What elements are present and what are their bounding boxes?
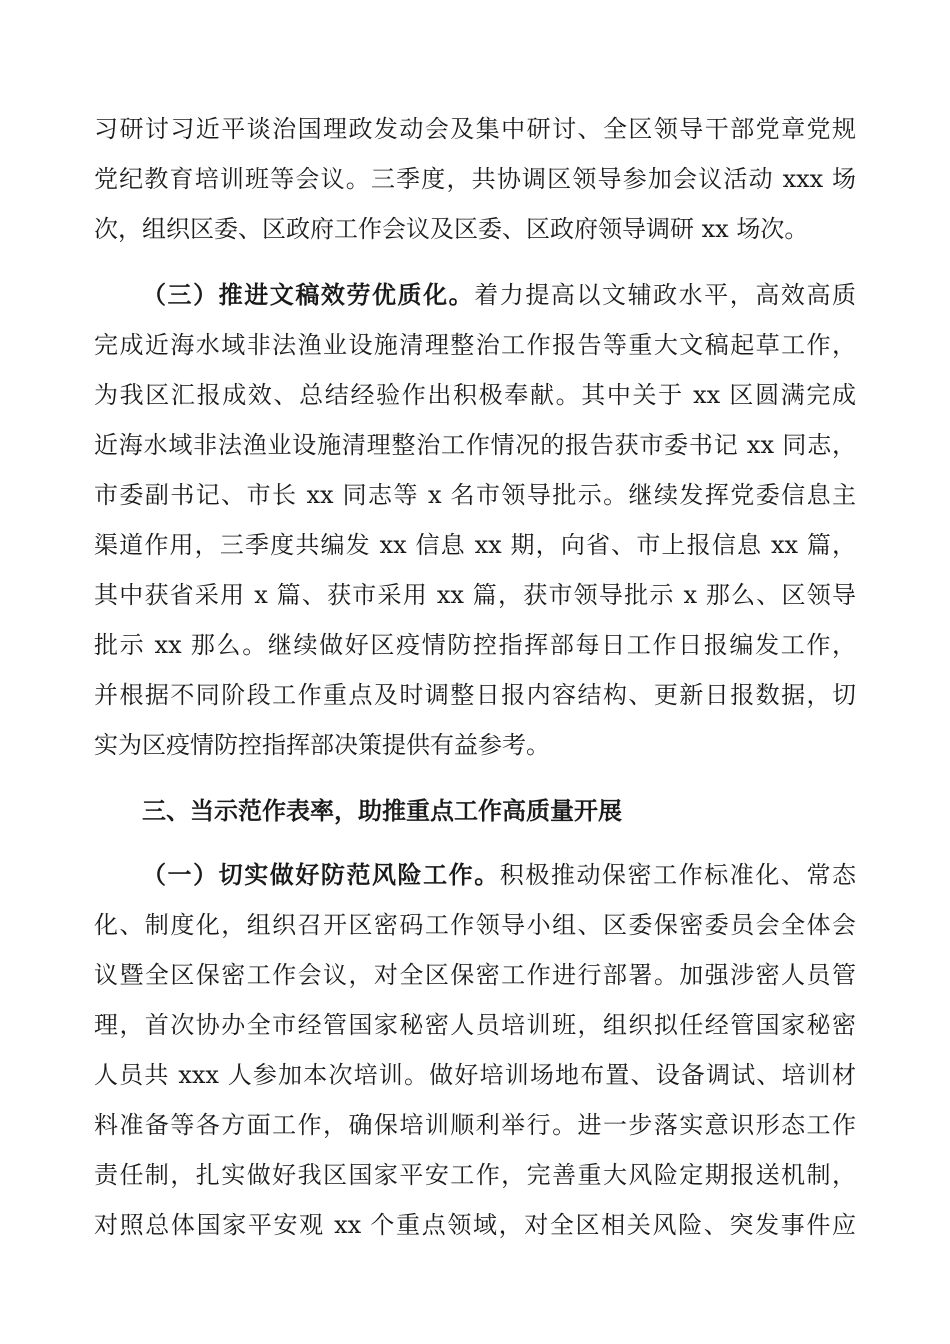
para2-line4: 近海水域非法渔业设施清理整治工作情况的报告获市委书记 xx 同志， <box>94 431 856 459</box>
para3-line7: 责任制，扎实做好我区国家平安工作，完善重大风险定期报送机制， <box>94 1161 856 1189</box>
para2-line8: 批示 xx 那么。继续做好区疫情防控指挥部每日工作日报编发工作， <box>94 631 856 659</box>
para3-line1 <box>142 850 856 900</box>
para1-line1: 习研讨习近平谈治国理政发动会及集中研讨、全区领导干部党章党规 <box>94 115 856 143</box>
section3-heading: 三、当示范作表率，助推重点工作高质量开展 <box>142 796 622 825</box>
para3-line4: 理，首次协办全市经管国家秘密人员培训班，组织拟任经管国家秘密 <box>94 1011 856 1039</box>
para2-line10: 实为区疫情防控指挥部决策提供有益参考。 <box>94 731 550 759</box>
para2-title: （三）推进文稿效劳优质化。 <box>142 280 475 309</box>
para2-line5: 市委副书记、市长 xx 同志等 x 名市领导批示。继续发挥党委信息主 <box>94 481 856 509</box>
para2-line6: 渠道作用，三季度共编发 xx 信息 xx 期，向省、市上报信息 xx 篇， <box>94 531 856 559</box>
para3-line5: 人员共 xxx 人参加本次培训。做好培训场地布置、设备调试、培训材 <box>94 1061 856 1089</box>
para2-line9: 并根据不同阶段工作重点及时调整日报内容结构、更新日报数据，切 <box>94 681 856 709</box>
para2-line1 <box>142 270 856 320</box>
para3-line6: 料准备等各方面工作，确保培训顺利举行。进一步落实意识形态工作 <box>94 1111 856 1139</box>
para3-line1-rest: 积极推动保密工作标准化、常态 <box>499 861 857 889</box>
para1-line3: 次，组织区委、区政府工作会议及区委、区政府领导调研 xx 场次。 <box>94 215 809 243</box>
para3-line3: 议暨全区保密工作会议，对全区保密工作进行部署。加强涉密人员管 <box>94 961 856 989</box>
para2-line7: 其中获省采用 x 篇、获市采用 xx 篇，获市领导批示 x 那么、区领导 <box>94 581 856 609</box>
para2-line3: 为我区汇报成效、总结经验作出积极奉献。其中关于 xx 区圆满完成 <box>94 381 856 409</box>
para3-title: （一）切实做好防范风险工作。 <box>142 860 500 889</box>
para2-line2: 完成近海水域非法渔业设施清理整治工作报告等重大文稿起草工作， <box>94 331 856 359</box>
para3-line8: 对照总体国家平安观 xx 个重点领域，对全区相关风险、突发事件应 <box>94 1211 856 1239</box>
para1-line2: 党纪教育培训班等会议。三季度，共协调区领导参加会议活动 xxx 场 <box>94 165 856 193</box>
para3-line2: 化、制度化，组织召开区密码工作领导小组、区委保密委员会全体会 <box>94 911 856 939</box>
para2-line1-rest: 着力提高以文辅政水平，高效高质 <box>474 281 857 309</box>
